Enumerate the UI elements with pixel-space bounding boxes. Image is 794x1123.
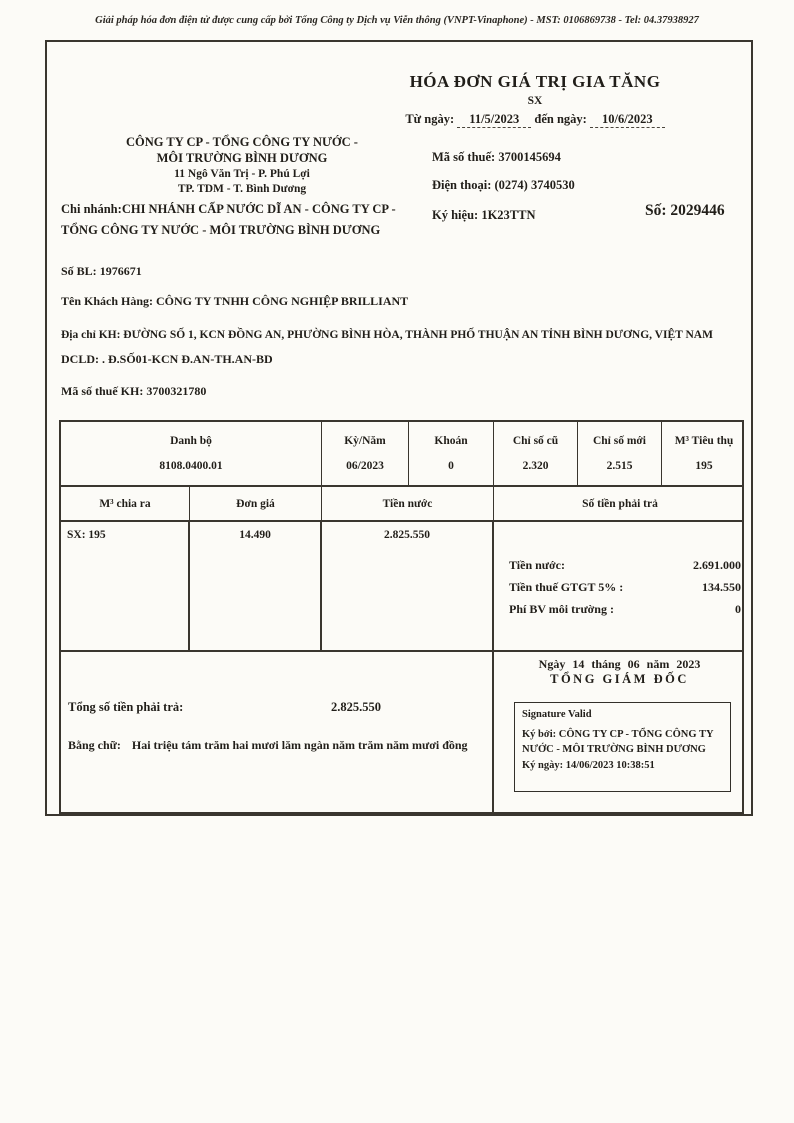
meter-header: Chỉ số cũ — [512, 435, 559, 447]
bl-number: 1976671 — [99, 264, 142, 278]
charges-table-body — [59, 522, 744, 652]
charges-header-tien-nuoc: Tiền nước — [321, 487, 493, 520]
serial-value: 1K23TTN — [481, 208, 536, 222]
invoice-header — [315, 72, 755, 127]
summary-env-fee-label: Phí BV môi trường : — [509, 602, 614, 616]
charges-header-so-tien: Số tiền phải trả — [493, 487, 746, 520]
meter-col-tieu-thu — [661, 422, 746, 485]
meter-col-chi-so-moi — [577, 422, 661, 485]
summary-env-fee-line — [509, 602, 741, 617]
charge-volume: SX: 195 — [67, 529, 106, 541]
table-divider — [492, 522, 494, 650]
invoice-title: HÓA ĐƠN GIÁ TRỊ GIA TĂNG — [409, 72, 661, 91]
meter-header: M³ Tiêu thụ — [674, 435, 734, 447]
signed-date-line — [522, 758, 723, 773]
summary-env-fee-value: 0 — [735, 602, 741, 616]
bl-label: Số BL: — [61, 264, 97, 278]
signature-valid-text: Signature Valid — [522, 709, 592, 720]
meter-value: 2.515 — [606, 460, 633, 472]
to-date: 10/6/2023 — [590, 112, 665, 128]
charge-water-amount: 2.825.550 — [384, 529, 430, 541]
seller-block — [61, 134, 423, 198]
director-title: TỔNG GIÁM ĐỐC — [550, 672, 689, 686]
meter-value: 8108.0400.01 — [159, 460, 223, 472]
invoice-number: 2029446 — [670, 202, 725, 219]
customer-address: ĐƯỜNG SỐ 1, KCN ĐỒNG AN, PHƯỜNG BÌNH HÒA, THÀNH PHỐ THUẬN AN TỈNH BÌNH DƯƠNG, VIỆT NAM — [123, 329, 713, 341]
dcld-line: DCLD: . Đ.SỐ01-KCN Đ.AN-TH.AN-BD — [61, 352, 273, 366]
totals-signature-section — [59, 652, 744, 814]
meter-col-khoan — [408, 422, 493, 485]
invoice-frame — [45, 40, 753, 816]
customer-tax-label: Mã số thuế KH: — [61, 384, 144, 398]
meter-value: 06/2023 — [346, 460, 384, 472]
seller-phone-label: Điện thoại: — [432, 178, 492, 192]
customer-tax-line — [61, 384, 206, 399]
seller-phone: (0274) 3740530 — [494, 178, 575, 192]
branch-label: Chi nhánh: — [61, 202, 122, 216]
meter-header: Chỉ số mới — [592, 435, 646, 447]
table-divider — [188, 522, 190, 650]
seller-tax-line — [432, 150, 561, 165]
seller-phone-line — [432, 178, 575, 193]
seller-name-line2: MÔI TRƯỜNG BÌNH DƯƠNG — [156, 151, 328, 166]
invoice-subtitle: SX — [527, 95, 543, 107]
summary-water-value: 2.691.000 — [693, 558, 741, 572]
amount-in-words-label: Bằng chữ: — [68, 738, 121, 752]
serial-label: Ký hiệu: — [432, 208, 479, 222]
digital-signature-box — [514, 702, 731, 792]
customer-name-line — [61, 294, 408, 309]
total-amount: 2.825.550 — [331, 700, 381, 714]
seller-address-line1: 11 Ngô Văn Trị - P. Phú Lợi — [174, 167, 310, 180]
customer-tax-code: 3700321780 — [146, 384, 207, 398]
serial-line — [432, 208, 536, 223]
charges-table-header — [59, 487, 744, 522]
charges-header-don-gia: Đơn giá — [189, 487, 321, 520]
customer-name-label: Tên Khách Hàng: — [61, 294, 154, 308]
charges-header-chia-ra: M³ chia ra — [99, 497, 151, 510]
seller-tax-label: Mã số thuế: — [432, 150, 496, 164]
amount-in-words-line — [68, 738, 492, 753]
invoice-number-line — [645, 202, 725, 220]
meter-col-danh-bo — [61, 422, 321, 485]
customer-address-line — [61, 329, 743, 341]
meter-value: 195 — [695, 460, 713, 472]
meter-value: 0 — [448, 460, 454, 472]
amount-summary — [509, 558, 741, 624]
summary-water-label: Tiền nước: — [509, 558, 565, 572]
amount-in-words: Hai triệu tám trăm hai mươi lăm ngàn năm trăm năm mươi đồng — [131, 738, 468, 752]
meter-col-chi-so-cu — [493, 422, 577, 485]
summary-vat-value: 134.550 — [702, 580, 741, 594]
signed-date: 14/06/2023 10:38:51 — [565, 759, 655, 771]
signed-date-label: Ký ngày: — [522, 759, 564, 771]
from-label: Từ ngày: — [405, 112, 455, 126]
signed-by-line — [522, 727, 723, 757]
meter-value: 2.320 — [522, 460, 549, 472]
branch-line — [61, 199, 433, 240]
meter-header: Danh bộ — [170, 435, 212, 447]
invoice-number-label: Số: — [645, 202, 667, 219]
provider-banner: Giải pháp hóa đơn điện tử được cung cấp bởi Tổng Công ty Dịch vụ Viễn thông (VNPT-Vinaphone) - MST: 0106869738 - Tel: 04.37938927 — [95, 15, 699, 26]
charge-unit-price: 14.490 — [239, 529, 271, 541]
signed-by: CÔNG TY CP - TỔNG CÔNG TY NƯỚC - MÔI TRƯỜNG BÌNH DƯƠNG — [522, 729, 714, 756]
from-date: 11/5/2023 — [457, 112, 531, 128]
summary-vat-label: Tiền thuế GTGT 5% : — [509, 580, 624, 594]
customer-name: CÔNG TY TNHH CÔNG NGHIỆP BRILLIANT — [156, 294, 409, 308]
total-label: Tổng số tiền phải trả: — [68, 700, 184, 714]
meter-col-ky-nam — [321, 422, 408, 485]
billing-period-line — [315, 112, 755, 127]
seller-tax-code: 3700145694 — [498, 150, 561, 164]
summary-vat-line — [509, 580, 741, 595]
sign-date-line: Ngày 14 tháng 06 năm 2023 — [538, 657, 701, 671]
customer-address-label: Địa chỉ KH: — [61, 329, 121, 341]
meter-header: Khoán — [434, 435, 468, 447]
seller-name-line1: CÔNG TY CP - TỔNG CÔNG TY NƯỚC - — [126, 135, 358, 149]
summary-water-line — [509, 558, 741, 573]
branch-name: CHI NHÁNH CẤP NƯỚC DĨ AN - CÔNG TY CP - TỔNG CÔNG TY NƯỚC - MÔI TRƯỜNG BÌNH DƯƠNG — [61, 202, 396, 237]
table-divider — [320, 522, 322, 650]
invoice-tables — [59, 420, 744, 814]
signed-by-label: Ký bởi: — [522, 729, 557, 741]
meter-table — [59, 420, 744, 487]
to-label: đến ngày: — [534, 112, 587, 126]
meter-header: Kỳ/Năm — [344, 435, 386, 447]
seller-address-line2: TP. TDM - T. Bình Dương — [177, 183, 307, 196]
bl-line — [61, 264, 142, 279]
